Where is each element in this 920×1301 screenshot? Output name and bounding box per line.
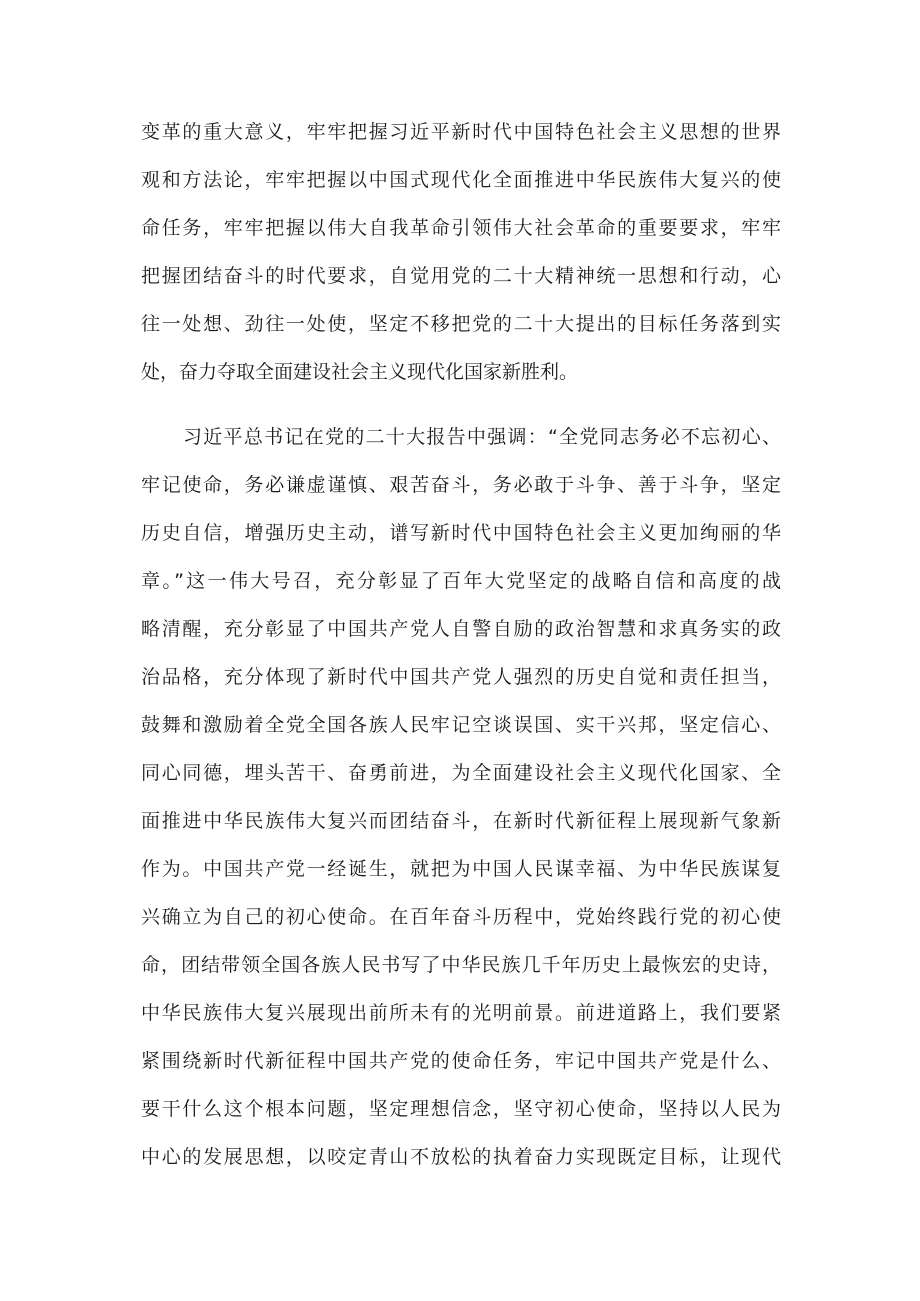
paragraph-2-line-8: 同心同德，埋头苦干、奋勇前进，为全面建设社会主义现代化国家、全	[141, 762, 781, 784]
paragraph-1-line-5: 往一处想、劲往一处使，坚定不移把党的二十大提出的目标任务落到实	[141, 313, 781, 335]
paragraph-2-line-16: 中心的发展思想，以咬定青山不放松的执着奋力实现既定目标，让现代	[141, 1146, 781, 1168]
paragraph-2-line-4: 章。”这一伟大号召，充分彰显了百年大党坚定的战略自信和高度的战	[141, 570, 781, 592]
paragraph-2-line-11: 兴确立为自己的初心使命。在百年奋斗历程中，党始终践行党的初心使	[141, 906, 781, 928]
paragraph-1-line-4: 把握团结奋斗的时代要求，自觉用党的二十大精神统一思想和行动，心	[141, 265, 781, 287]
paragraph-2-line-2: 牢记使命，务必谦虚谨慎、艰苦奋斗，务必敢于斗争、善于斗争，坚定	[141, 474, 781, 496]
paragraph-2-line-15: 要干什么这个根本问题，坚定理想信念，坚守初心使命，坚持以人民为	[141, 1098, 781, 1120]
paragraph-2-line-1: 习近平总书记在党的二十大报告中强调：“全党同志务必不忘初心、	[183, 426, 781, 448]
paragraph-1-line-3: 命任务，牢牢把握以伟大自我革命引领伟大社会革命的重要要求，牢牢	[141, 217, 781, 239]
paragraph-2-line-3: 历史自信，增强历史主动，谱写新时代中国特色社会主义更加绚丽的华	[141, 522, 781, 544]
paragraph-2-line-6: 治品格，充分体现了新时代中国共产党人强烈的历史自觉和责任担当，	[141, 666, 781, 688]
paragraph-2-line-10: 作为。中国共产党一经诞生，就把为中国人民谋幸福、为中华民族谋复	[141, 858, 781, 880]
paragraph-2-line-12: 命，团结带领全国各族人民书写了中华民族几千年历史上最恢宏的史诗，	[141, 954, 781, 976]
paragraph-1-line-2: 观和方法论，牢牢把握以中国式现代化全面推进中华民族伟大复兴的使	[141, 169, 781, 191]
paragraph-2-line-13: 中华民族伟大复兴展现出前所未有的光明前景。前进道路上，我们要紧	[141, 1002, 781, 1024]
paragraph-2-line-7: 鼓舞和激励着全党全国各族人民牢记空谈误国、实干兴邦，坚定信心、	[141, 714, 781, 736]
document-body	[141, 0, 781, 1301]
paragraph-2-line-5: 略清醒，充分彰显了中国共产党人自警自励的政治智慧和求真务实的政	[141, 618, 781, 640]
paragraph-1-line-1: 变革的重大意义，牢牢把握习近平新时代中国特色社会主义思想的世界	[141, 121, 781, 143]
paragraph-1-line-6: 处，奋力夺取全面建设社会主义现代化国家新胜利。	[141, 361, 579, 383]
paragraph-2-line-9: 面推进中华民族伟大复兴而团结奋斗，在新时代新征程上展现新气象新	[141, 810, 781, 832]
paragraph-2-line-14: 紧围绕新时代新征程中国共产党的使命任务，牢记中国共产党是什么、	[141, 1050, 781, 1072]
